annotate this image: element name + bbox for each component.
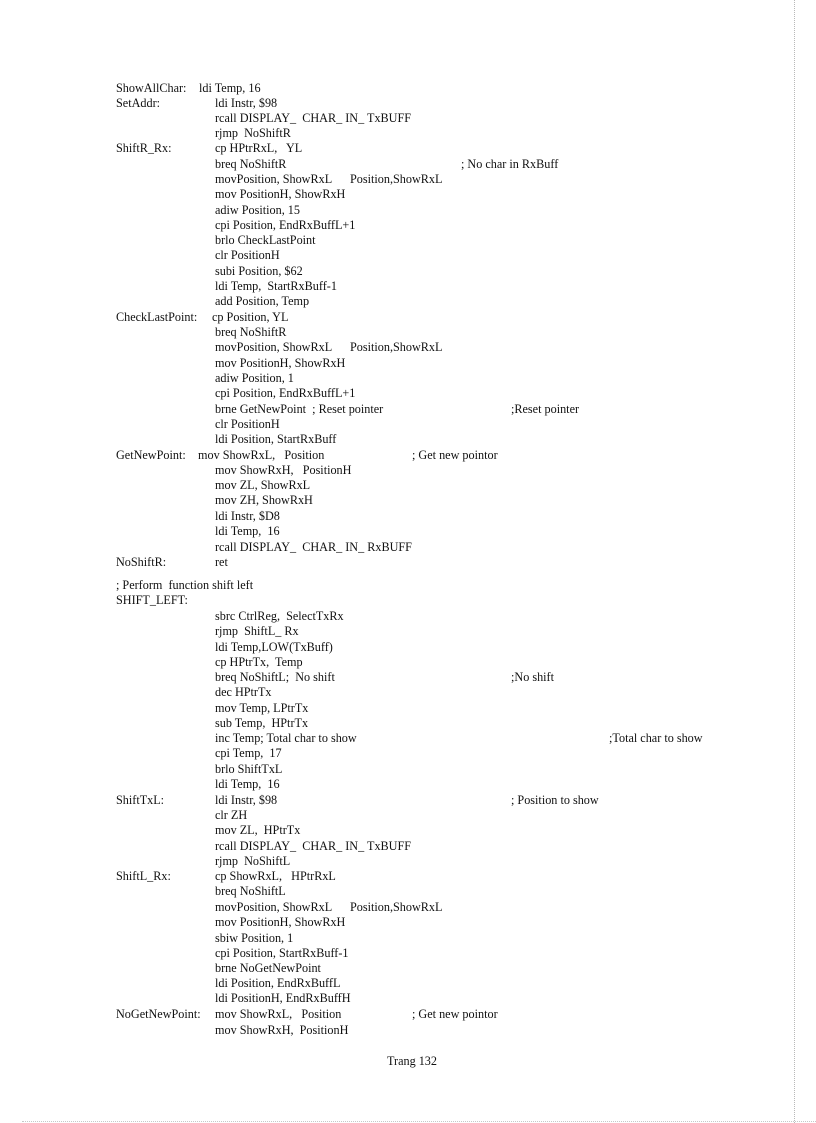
code-instruction: cpi Position, EndRxBuffL+1	[215, 218, 356, 232]
code-instruction: rjmp NoShiftL	[215, 854, 291, 868]
code-instruction: breq NoShiftR	[215, 325, 287, 339]
code-instruction: sub Temp, HPtrTx	[215, 716, 309, 730]
code-instruction: mov ZH, ShowRxH	[215, 493, 313, 507]
code-instruction: add Position, Temp	[215, 294, 310, 308]
code-label: ShiftL_Rx:	[116, 869, 171, 883]
code-comment: ; Get new pointor	[412, 448, 498, 462]
code-instruction: mov ZL, ShowRxL	[215, 478, 311, 492]
code-instruction: inc Temp; Total char to show	[215, 731, 357, 745]
code-instruction: brne GetNewPoint ; Reset pointer	[215, 402, 384, 416]
code-instruction: movPosition, ShowRxL Position,ShowRxL	[215, 900, 443, 914]
code-instruction: rjmp NoShiftR	[215, 126, 291, 140]
code-instruction: mov PositionH, ShowRxH	[215, 187, 346, 201]
code-instruction: mov Temp, LPtrTx	[215, 701, 309, 715]
code-instruction: cp HPtrRxL, YL	[215, 141, 303, 155]
code-instruction: mov ShowRxH, PositionH	[215, 463, 352, 477]
page-edge-bottom	[22, 1121, 816, 1122]
code-instruction: rcall DISPLAY_ CHAR_ IN_ TxBUFF	[215, 839, 412, 853]
code-instruction: mov ShowRxL, Position	[198, 448, 325, 462]
code-instruction: cpi Position, StartRxBuff-1	[215, 946, 349, 960]
code-instruction: cp ShowRxL, HPtrRxL	[215, 869, 336, 883]
code-instruction: ldi Temp, 16	[215, 777, 280, 791]
code-instruction: cp HPtrTx, Temp	[215, 655, 303, 669]
code-instruction: rcall DISPLAY_ CHAR_ IN_ TxBUFF	[215, 111, 412, 125]
code-instruction: brlo CheckLastPoint	[215, 233, 316, 247]
code-instruction: ldi Instr, $98	[215, 96, 278, 110]
code-instruction: ldi Temp, 16	[199, 81, 261, 95]
code-instruction: movPosition, ShowRxL Position,ShowRxL	[215, 340, 443, 354]
code-comment-line: ; Perform function shift left	[116, 578, 254, 592]
code-instruction: clr ZH	[215, 808, 248, 822]
code-comment: ;Reset pointer	[511, 402, 580, 416]
code-instruction: ldi PositionH, EndRxBuffH	[215, 991, 351, 1005]
code-instruction: adiw Position, 15	[215, 203, 300, 217]
code-instruction: mov PositionH, ShowRxH	[215, 356, 346, 370]
code-instruction: mov ZL, HPtrTx	[215, 823, 301, 837]
code-instruction: cp Position, YL	[212, 310, 289, 324]
code-label: SHIFT_LEFT:	[116, 593, 188, 607]
code-comment: ;No shift	[511, 670, 554, 684]
code-comment: ;Total char to show	[609, 731, 703, 745]
code-label: ShowAllChar:	[116, 81, 187, 95]
code-instruction: ret	[215, 555, 228, 569]
code-label: ShiftTxL:	[116, 793, 165, 807]
code-instruction: movPosition, ShowRxL Position,ShowRxL	[215, 172, 443, 186]
code-label: CheckLastPoint:	[116, 310, 198, 324]
code-instruction: brne NoGetNewPoint	[215, 961, 321, 975]
code-instruction: brlo ShiftTxL	[215, 762, 283, 776]
code-instruction: ldi Position, StartRxBuff	[215, 432, 337, 446]
code-instruction: ldi Temp,LOW(TxBuff)	[215, 640, 333, 654]
code-instruction: sbrc CtrlReg, SelectTxRx	[215, 609, 344, 623]
page-footer: Trang 132	[387, 1054, 437, 1068]
code-instruction: breq NoShiftL; No shift	[215, 670, 335, 684]
code-instruction: sbiw Position, 1	[215, 931, 294, 945]
code-instruction: ldi Position, EndRxBuffL	[215, 976, 341, 990]
code-instruction: dec HPtrTx	[215, 685, 272, 699]
code-label: NoShiftR:	[116, 555, 167, 569]
code-instruction: mov ShowRxL, Position	[215, 1007, 342, 1021]
code-label: ShiftR_Rx:	[116, 141, 172, 155]
code-label: SetAddr:	[116, 96, 161, 110]
code-instruction: adiw Position, 1	[215, 371, 294, 385]
code-instruction: ldi Instr, $D8	[215, 509, 280, 523]
code-instruction: cpi Temp, 17	[215, 746, 282, 760]
code-instruction: mov ShowRxH, PositionH	[215, 1023, 349, 1037]
code-label: GetNewPoint:	[116, 448, 186, 462]
code-comment: ; No char in RxBuff	[461, 157, 559, 171]
code-instruction: mov PositionH, ShowRxH	[215, 915, 346, 929]
code-instruction: rjmp ShiftL_ Rx	[215, 624, 299, 638]
code-comment: ; Position to show	[511, 793, 599, 807]
code-instruction: ldi Temp, 16	[215, 524, 280, 538]
code-instruction: rcall DISPLAY_ CHAR_ IN_ RxBUFF	[215, 540, 412, 554]
code-label: NoGetNewPoint:	[116, 1007, 201, 1021]
code-instruction: ldi Temp, StartRxBuff-1	[215, 279, 337, 293]
code-instruction: ldi Instr, $98	[215, 793, 278, 807]
code-comment: ; Get new pointor	[412, 1007, 498, 1021]
code-instruction: clr PositionH	[215, 248, 280, 262]
page-edge-right	[794, 0, 795, 1123]
code-instruction: cpi Position, EndRxBuffL+1	[215, 386, 356, 400]
code-instruction: subi Position, $62	[215, 264, 303, 278]
code-instruction: breq NoShiftR	[215, 157, 287, 171]
code-instruction: breq NoShiftL	[215, 884, 286, 898]
code-instruction: clr PositionH	[215, 417, 280, 431]
